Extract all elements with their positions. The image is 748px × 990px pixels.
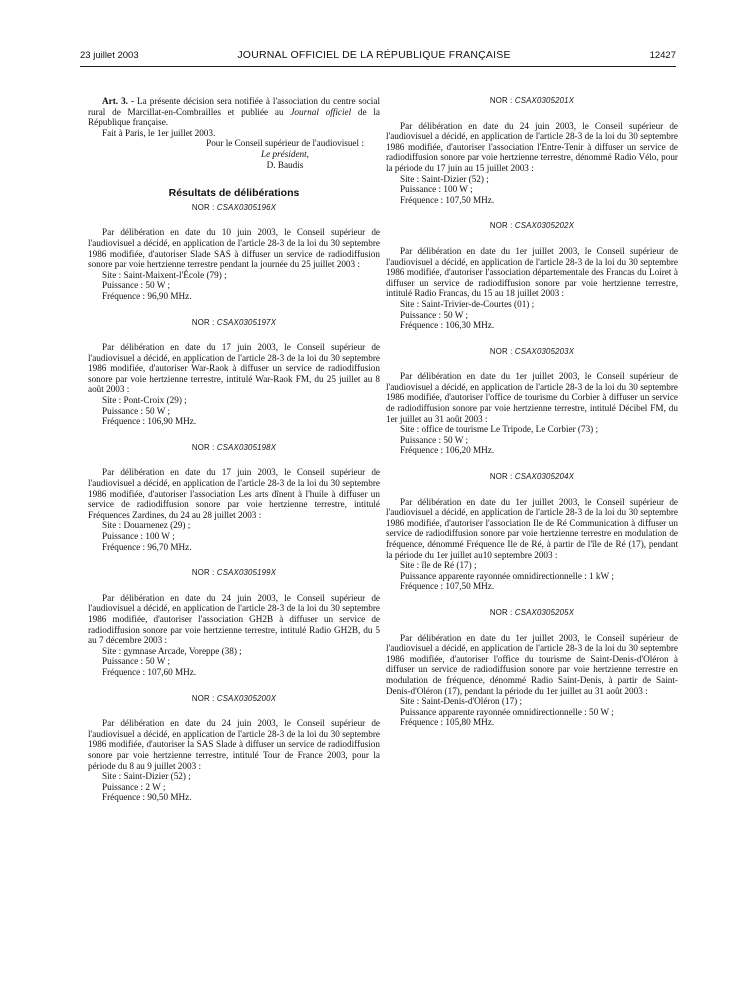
deliberation-detail: Puissance : 50 W ;: [400, 309, 469, 320]
journal-title: JOURNAL OFFICIEL DE LA RÉPUBLIQUE FRANÇAISE: [237, 49, 511, 61]
deliberation-text: Par délibération en date du 1er juillet 2003, le Conseil supérieur de l'audiovisuel a décidé, en application de l'article 28-3 de la loi du 30 septembre 1986 modifiée, d'autoriser l'office de tourisme du Corbier à diffuser un service de radiodiffusion sonore par voie hertzienne terrestre, intitulé Décibel FM, du 1er juillet au 31 août 2003 :: [386, 371, 678, 424]
nor-reference: NOR : CSAX0305198X: [191, 442, 277, 452]
deliberation-detail: Site : gymnase Arcade, Voreppe (38) ;: [102, 645, 242, 656]
nor-reference: NOR : CSAX0305197X: [191, 317, 277, 327]
deliberation-text: Par délibération en date du 24 juin 2003, le Conseil supérieur de l'audiovisuel a décidé, en application de l'article 28-3 de la loi du 30 septembre 1986 modifiée, d'autoriser l'association GH2B à diffuser un service de radiodiffusion sonore par voie hertzienne terrestre, intitulé Radio GH2B, du 5 au 7 décembre 2003 :: [88, 592, 380, 646]
section-title: Résultats de délibérations: [168, 187, 300, 200]
deliberation-detail: Puissance : 50 W ;: [400, 434, 469, 445]
deliberation-text: Par délibération en date du 1er juillet 2003, le Conseil supérieur de l'audiovisuel a décidé, en application de l'article 28-3 de la loi du 30 septembre 1986 modifiée, d'autoriser l'association départementale des Francas du Loiret à diffuser un service de radiodiffusion sonore par voie hertzienne terrestre, intitulé Radio Francas, du 15 au 18 juillet 2003 :: [386, 245, 678, 299]
issue-date: 23 juillet 2003: [80, 50, 139, 61]
deliberation-text: Par délibération en date du 1er juillet 2003, le Conseil supérieur de l'audiovisuel a décidé, en application de l'article 28-3 de la loi du 30 septembre 1986 modifiée, d'autoriser l'office du tourisme de Saint-Denis-d'Oléron à diffuser un service de radiodiffusion sonore par voie hertzienne terrestre en modulation de fréquence, dénommé Radio Saint-Denis, à partir de Saint-Denis-d'Oléron (17), pendant la période du 1er juillet au 31 août 2003 :: [386, 632, 678, 696]
nor-reference: NOR : CSAX0305201X: [489, 96, 575, 105]
deliberation-detail: Site : Saint-Denis-d'Oléron (17) ;: [400, 696, 523, 707]
deliberation-detail: Site : Pont-Croix (29) ;: [102, 395, 187, 406]
left-entries: [88, 203, 380, 803]
right-column: [386, 96, 678, 728]
deliberation-detail: Puissance : 100 W ;: [102, 531, 175, 541]
deliberation-detail: Site : office de tourisme Le Tripode, Le Corbier (73) ;: [400, 424, 599, 435]
signature-role: Le président,: [261, 148, 309, 159]
deliberation-text: Par délibération en date du 17 juin 2003, le Conseil supérieur de l'audiovisuel a décidé, en application de l'article 28-3 de la loi du 30 septembre 1986 modifiée, d'autoriser War-Raok à diffuser un service de radiodiffusion sonore par voie hertzienne terrestre, intitulé War-Raok FM, du 25 juillet au 8 août 2003 :: [88, 342, 380, 395]
deliberation-detail: Puissance : 100 W ;: [400, 184, 473, 195]
deliberation-detail: Fréquence : 107,50 MHz.: [400, 581, 495, 592]
deliberation-detail: Site : Saint-Dizier (52) ;: [102, 771, 191, 782]
deliberation-text: Par délibération en date du 24 juin 2003, le Conseil supérieur de l'audiovisuel a décidé, en application de l'article 28-3 de la loi du 30 septembre 1986 modifiée, d'autoriser l'association l'Entre-Tenir à diffuser un service de radiodiffusion sonore par voie hertzienne terrestre, dénommé Radio Vélo, pour la période du 17 juin au 15 juillet 2003 :: [386, 120, 678, 173]
article-label: Art. 3. -: [102, 96, 135, 106]
deliberation-detail: Puissance apparente rayonnée omnidirectionnelle : 50 W ;: [400, 706, 614, 717]
nor-reference: NOR : CSAX0305199X: [191, 568, 277, 578]
deliberation-text: Par délibération en date du 10 juin 2003, le Conseil supérieur de l'audiovisuel a décidé, en application de l'article 28-3 de la loi du 30 septembre 1986 modifiée, d'autoriser Slade SAS à diffuser un service de radiodiffusion sonore par voie hertzienne terrestre pendant la journée du 25 juillet 2003 :: [88, 227, 380, 270]
deliberation-detail: Site : île de Ré (17) ;: [400, 560, 477, 571]
article-3: Art. 3. - La présente décision sera notifiée à l'association du centre social rural de Marcillat-en-Combrailles et publiée au Journal officiel de la République française.: [88, 96, 380, 128]
nor-reference: NOR : CSAX0305200X: [191, 693, 277, 703]
nor-reference: NOR : CSAX0305203X: [489, 346, 575, 356]
left-column: [88, 96, 380, 803]
deliberation-detail: Site : Saint-Trivier-de-Courtes (01) ;: [400, 298, 535, 309]
nor-reference: NOR : CSAX0305204X: [489, 472, 575, 482]
deliberation-detail: Fréquence : 90,50 MHz.: [102, 792, 192, 803]
deliberation-text: Par délibération en date du 1er juillet 2003, le Conseil supérieur de l'audiovisuel a décidé, en application de l'article 28-3 de la loi du 30 septembre 1986 modifiée, d'autoriser l'association Ile de Ré Communication à diffuser un service de radiodiffusion sonore par voie hertzienne terrestre en modulation de fréquence, dénommé Fréquence Ile de Ré, à partir de l'île de Ré (17), pendant la période du 1er juillet au10 septembre 2003 :: [386, 496, 678, 560]
deliberation-detail: Fréquence : 107,50 MHz.: [400, 194, 495, 205]
signature-block: [88, 138, 380, 170]
nor-reference: NOR : CSAX0305202X: [489, 221, 575, 231]
nor-reference: NOR : CSAX0305196X: [191, 202, 277, 212]
deliberation-detail: Puissance : 2 W ;: [102, 781, 166, 792]
deliberation-detail: Site : Saint-Maixent-l'École (79) ;: [102, 269, 227, 280]
deliberation-detail: Site : Saint-Dizier (52) ;: [400, 173, 489, 184]
deliberation-detail: Fréquence : 106,20 MHz.: [400, 445, 495, 456]
nor-reference: NOR : CSAX0305205X: [489, 607, 575, 617]
deliberation-detail: Site : Douarnenez (29) ;: [102, 520, 191, 531]
right-entries: [386, 96, 678, 728]
deliberation-detail: Puissance : 50 W ;: [102, 656, 171, 667]
deliberation-detail: Fréquence : 107,60 MHz.: [102, 666, 197, 677]
signature-place-date: Fait à Paris, le 1er juillet 2003.: [102, 127, 216, 138]
page-number: 12427: [649, 50, 676, 61]
deliberation-text: Par délibération en date du 24 juin 2003, le Conseil supérieur de l'audiovisuel a décidé, en application de l'article 28-3 de la loi du 30 septembre 1986 modifiée, d'autoriser la SAS Slade à diffuser un service de radiodiffusion sonore par voie hertzienne terrestre, intitulé Tour de France 2003, pour la période du 8 au 9 juillet 2003 :: [88, 718, 380, 771]
deliberation-detail: Puissance : 50 W ;: [102, 405, 171, 416]
page-header: [0, 48, 748, 66]
deliberation-detail: Fréquence : 96,90 MHz.: [102, 290, 192, 301]
deliberation-detail: Fréquence : 105,80 MHz.: [400, 717, 495, 728]
deliberation-detail: Puissance apparente rayonnée omnidirectionnelle : 1 kW ;: [400, 570, 614, 581]
deliberation-detail: Fréquence : 106,90 MHz.: [102, 416, 197, 427]
deliberation-detail: Fréquence : 96,70 MHz.: [102, 541, 192, 552]
signature-name: D. Baudis: [266, 159, 304, 170]
header-rule: [80, 66, 676, 67]
deliberation-detail: Puissance : 50 W ;: [102, 280, 171, 291]
signature-line: Pour le Conseil supérieur de l'audiovisuel :: [206, 138, 364, 149]
deliberation-detail: Fréquence : 106,30 MHz.: [400, 320, 495, 331]
deliberation-text: Par délibération en date du 17 juin 2003, le Conseil supérieur de l'audiovisuel a décidé, en application de l'article 28-3 de la loi du 30 septembre 1986 modifiée, d'autoriser l'association Les arts dînent à l'huile à diffuser un service de radiodiffusion sonore par voie hertzienne terrestre, intitulé Fréquences Zardines, du 24 au 28 juillet 2003 :: [88, 467, 380, 520]
